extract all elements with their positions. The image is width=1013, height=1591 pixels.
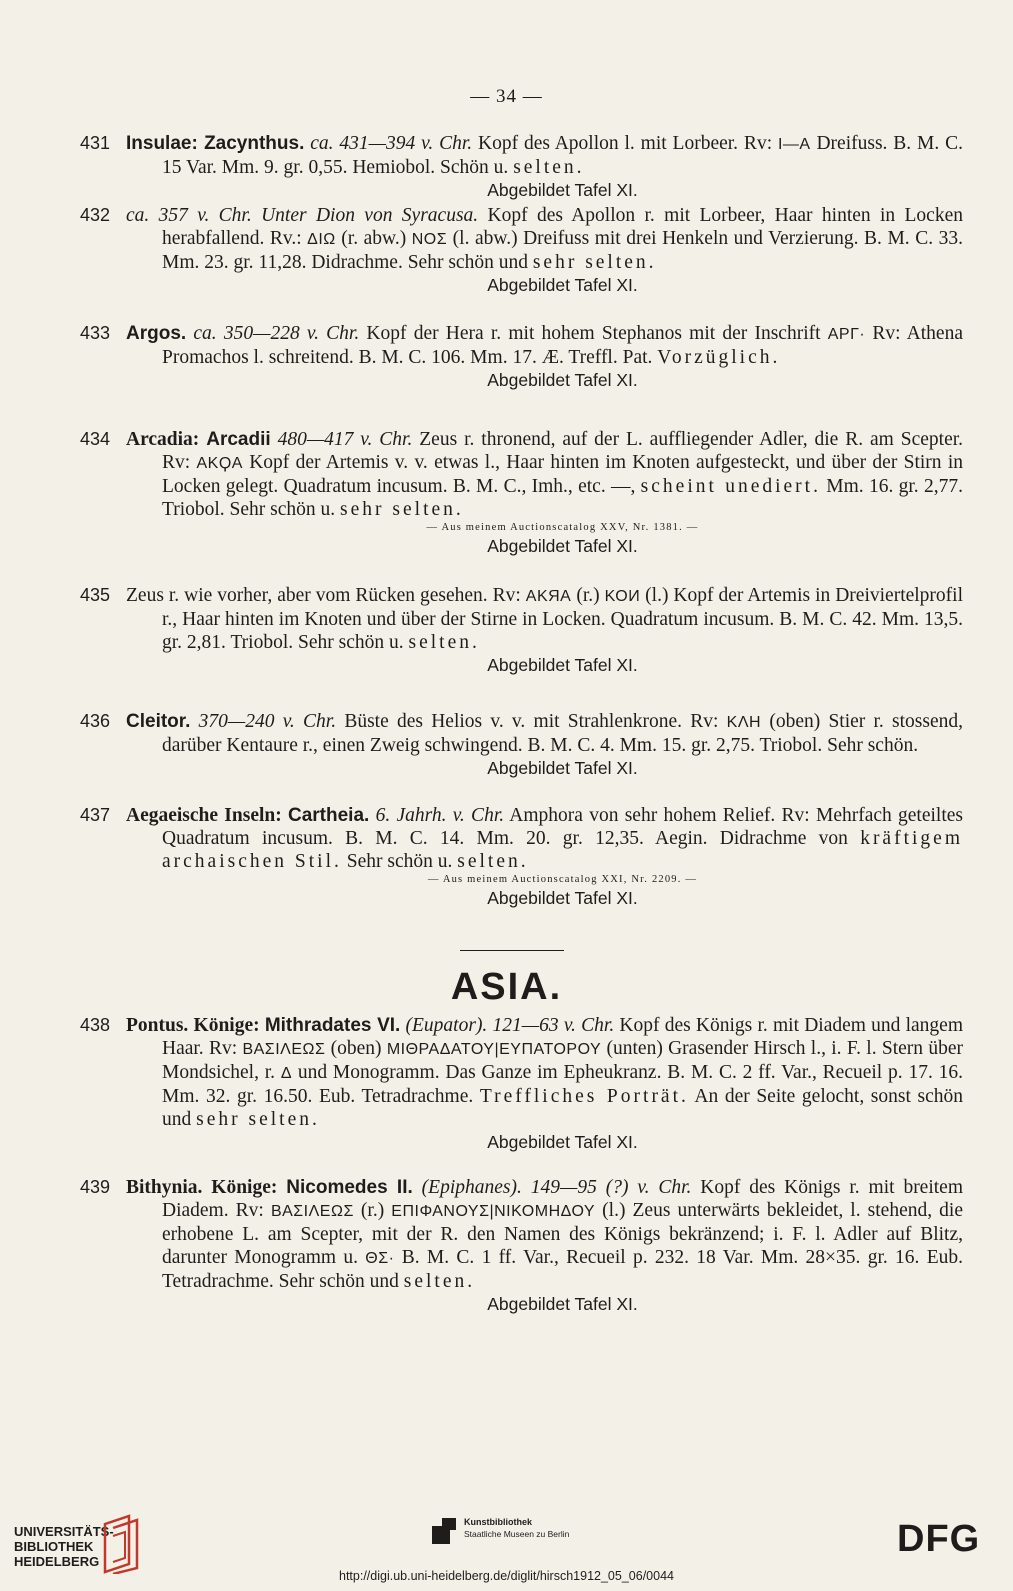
entry-date: (Epiphanes). 149—95 (?) v. Chr. (421, 1177, 692, 1198)
entry-text: (oben) (325, 1038, 387, 1059)
entry-text: (unten) Grasender Hirsch l., i. F. l. Stern über Mondsichel, r. (162, 1038, 963, 1083)
entry-text: Zeus r. thronend, auf der L. auffliegender Adler, die R. am Scepter. Rv: (162, 429, 964, 473)
plate-reference: Abgebildet Tafel XI. (487, 655, 638, 675)
greek-legend: ΒΑΣΙΛΕΩΣ (270, 1203, 354, 1220)
entry-region: Pontus. Könige: (126, 1015, 265, 1036)
entry-heading: Insulae: Zacynthus. (126, 133, 305, 154)
entry-heading: Cleitor. (126, 711, 191, 732)
entry-body (126, 584, 964, 654)
kunstbibliothek-logo-icon (432, 1518, 456, 1544)
plate-reference: Abgebildet Tafel XI. (487, 758, 638, 778)
plate-reference: Abgebildet Tafel XI. (487, 536, 638, 556)
entry-heading: Mithradates VI. (264, 1015, 401, 1036)
entry-body (126, 322, 963, 369)
entry-number: 433 (80, 323, 111, 343)
entry-date: ca. 357 v. Chr. Unter Dion von Syracusa. (126, 205, 479, 226)
greek-legend: ΑΚЯΑ (525, 588, 572, 605)
entry-text: Kopf des Apollon l. mit Lorbeer. Rv: (472, 133, 778, 154)
entry-text: Rv: Athena Promachos l. schreitend. B. M. C. 106. Mm. 17. Æ. Treffl. Pat. (162, 323, 963, 368)
catalog-entry-434 (80, 428, 963, 558)
entry-body (126, 132, 964, 179)
entry-text: und Monogramm. Das Ganze im Epheukranz. B. M. C. 2 ff. Var., Recueil p. 17. 16. Mm. 32. gr. 16.50. Eub. Tetradrachme. (162, 1062, 963, 1107)
catalog-entry-435 (80, 584, 963, 677)
entry-body (126, 1014, 964, 1131)
entry-body (126, 1176, 964, 1293)
section-title: ASIA. (450, 966, 563, 1008)
plate-reference: Abgebildet Tafel XI. (487, 888, 638, 908)
entry-number: 437 (80, 805, 111, 825)
spaced-emphasis: selten. (457, 851, 529, 872)
entry-date: 480—417 v. Chr. (277, 429, 413, 450)
greek-legend: ΝΟΣ (411, 231, 448, 248)
library-line: UNIVERSITÄTS- (14, 1524, 114, 1539)
greek-legend: ΑΚϘΑ (196, 455, 243, 472)
plate-reference: Abgebildet Tafel XI. (487, 370, 638, 390)
entry-text: An der Seite gelocht, sonst schön und (162, 1086, 963, 1130)
spaced-emphasis: Treffliches Porträt. (479, 1086, 689, 1107)
spaced-emphasis: Vorzüglich. (657, 347, 781, 368)
entry-text: (l.) Kopf der Artemis in Dreiviertelprofil r., Haar hinten im Knoten und über der Stirne in Locken. Quadratum incusum. B. M. C. 42. Mm. 13,5. gr. 2,81. Triobol. Sehr schön u. (162, 585, 964, 653)
entry-date: ca. 431—394 v. Chr. (310, 133, 473, 154)
greek-legend: ΕΠΙΦΑΝΟΥΣ|ΝΙΚΟΜΗΔΟΥ (391, 1203, 596, 1220)
entry-number: 438 (80, 1015, 111, 1035)
catalog-entry-439 (80, 1176, 963, 1316)
greek-legend: ΒΑΣΙΛΕΩΣ (242, 1041, 326, 1058)
entry-text: Mm. 16. gr. 2,77. Triobol. Sehr schön u. (162, 476, 963, 520)
entry-text: Zeus r. wie vorher, aber vom Rücken gesehen. Rv: (126, 585, 526, 606)
entry-date: 370—240 v. Chr. (198, 711, 337, 732)
entry-number: 436 (80, 711, 111, 731)
catalog-entry-438 (80, 1014, 963, 1154)
entry-text: (l.) Zeus unterwärts bekleidet, l. stehend, die erhobene L. am Scepter, mit der R. den Namen des Königs bekränzend; i. F. l. Adler auf Blitz, darunter Monogramm u. (162, 1200, 964, 1268)
spaced-emphasis: scheint unediert. (640, 476, 821, 497)
library-line: BIBLIOTHEK (14, 1539, 94, 1554)
kb-line: Staatliche Museen zu Berlin (464, 1529, 570, 1539)
digitization-footer (0, 1506, 1013, 1591)
greek-legend: ΚΛΗ (726, 714, 762, 731)
greek-legend: Δ (280, 1065, 293, 1082)
entry-heading: Argos. (126, 323, 187, 344)
greek-legend: ΑΡΓ· (827, 326, 866, 343)
plate-reference: Abgebildet Tafel XI. (487, 275, 638, 295)
entry-date: (Eupator). 121—63 v. Chr. (405, 1015, 615, 1036)
greek-legend: ΚΟИ (604, 588, 641, 605)
entry-body (126, 710, 964, 757)
dfg-logo[interactable]: DFG (897, 1518, 981, 1560)
entry-heading: Cartheia. (288, 805, 370, 826)
greek-legend: ΔΙΩ (307, 231, 336, 248)
section-divider (460, 950, 564, 951)
spaced-emphasis: sehr selten. (532, 252, 657, 273)
entry-text: Sehr schön u. (341, 851, 458, 872)
greek-legend: ΜΙΘΡΑΔΑΤΟΥ|ΕΥΠΑΤΟΡΟΥ (386, 1041, 602, 1058)
entry-text: (r.) (353, 1200, 392, 1221)
catalog-note: — Aus meinem Auctionscatalog XXI, Nr. 2209. — (427, 874, 698, 885)
entry-date: ca. 350—228 v. Chr. (193, 323, 360, 344)
entry-text: Kopf des Königs r. mit breitem Diadem. Rv: (162, 1177, 963, 1221)
entry-text: Dreifuss. B. M. C. 15 Var. Mm. 9. gr. 0,55. Hemiobol. Schön u. (162, 133, 964, 178)
entry-text: Kopf des Königs r. mit Diadem und langem Haar. Rv: (162, 1015, 964, 1059)
spaced-emphasis: selten. (513, 157, 585, 178)
spaced-emphasis: sehr selten. (196, 1109, 320, 1130)
greek-legend: I—A (777, 136, 811, 153)
entry-region: Arcadia: (126, 429, 207, 450)
permalink-url[interactable]: http://digi.ub.uni-heidelberg.de/diglit/hirsch1912_05_06/0044 (339, 1569, 674, 1583)
entry-body (126, 204, 963, 274)
entry-number: 439 (80, 1177, 111, 1197)
entry-text: Kopf der Artemis v. v. etwas l., Haar hinten im Knoten aufgesteckt, und über der Stirn in Locken gelegt. Quadratum incusum. B. M. C., Imh., etc. —, (162, 452, 963, 497)
catalog-entry-432 (80, 204, 963, 297)
entry-heading: Nicomedes II. (286, 1177, 413, 1198)
entry-text: Kopf des Apollon r. mit Lorbeer, Haar hinten in Locken herabfallend. Rv.: (162, 205, 963, 249)
entry-number: 432 (80, 205, 111, 225)
entry-body (126, 428, 964, 521)
entry-date: 6. Jahrh. v. Chr. (375, 805, 505, 826)
plate-reference: Abgebildet Tafel XI. (487, 180, 638, 200)
plate-reference: Abgebildet Tafel XI. (487, 1294, 638, 1314)
entry-text: Kopf der Hera r. mit hohem Stephanos mit der Inschrift (359, 323, 828, 344)
entry-text: Büste des Helios v. v. mit Strahlenkrone. Rv: (336, 711, 727, 732)
university-library-logo-icon (99, 1514, 143, 1574)
entry-heading: Arcadii (206, 429, 271, 450)
entry-number: 434 (80, 429, 111, 449)
entry-text: (r.) (571, 585, 605, 606)
entry-text: (l. abw.) Dreifuss mit drei Henkeln und Verzierung. B. M. C. 33. Mm. 23. gr. 11,28. Didrachme. Sehr schön und (162, 228, 963, 273)
catalog-entry-433 (80, 322, 963, 392)
catalog-entry-431 (80, 132, 963, 202)
spaced-emphasis: sehr selten. (340, 499, 464, 520)
library-line: HEIDELBERG (14, 1554, 100, 1569)
entry-number: 431 (80, 133, 111, 153)
entry-text: Amphora von sehr hohem Relief. Rv: Mehrfach geteiltes Quadratum incusum. B. M. C. 14. Mm. 20. gr. 12,35. Aegin. Didrachme von (162, 805, 963, 849)
spaced-emphasis: selten. (408, 632, 480, 653)
spaced-emphasis: kräftigem archaischen Stil. (162, 828, 963, 872)
plate-reference: Abgebildet Tafel XI. (487, 1132, 638, 1152)
entry-number: 435 (80, 585, 111, 605)
entry-region: Bithynia. Könige: (126, 1177, 287, 1198)
greek-legend: ΘΣ· (365, 1250, 395, 1267)
entry-text: (oben) Stier r. stossend, darüber Kentaure r., einen Zweig schwingend. B. M. C. 4. Mm. 15. gr. 2,75. Triobol. Sehr schön. (162, 711, 964, 756)
kb-line: Kunstbibliothek (464, 1517, 532, 1527)
entry-region: Aegaeische Inseln: (126, 805, 288, 826)
catalog-entry-437 (80, 804, 963, 910)
entry-body (126, 804, 963, 873)
catalog-note: — Aus meinem Auctionscatalog XXV, Nr. 1381. — (426, 522, 699, 533)
entry-text: B. M. C. 1 ff. Var., Recueil p. 232. 18 Var. Mm. 28×35. gr. 16. Eub. Tetradrachme. Sehr schön und (162, 1247, 963, 1292)
entry-text: (r. abw.) (335, 228, 412, 249)
page-number: — 34 — (470, 86, 543, 107)
spaced-emphasis: selten. (403, 1271, 476, 1292)
catalog-entry-436 (80, 710, 963, 780)
kunstbibliothek-text (464, 1516, 569, 1540)
